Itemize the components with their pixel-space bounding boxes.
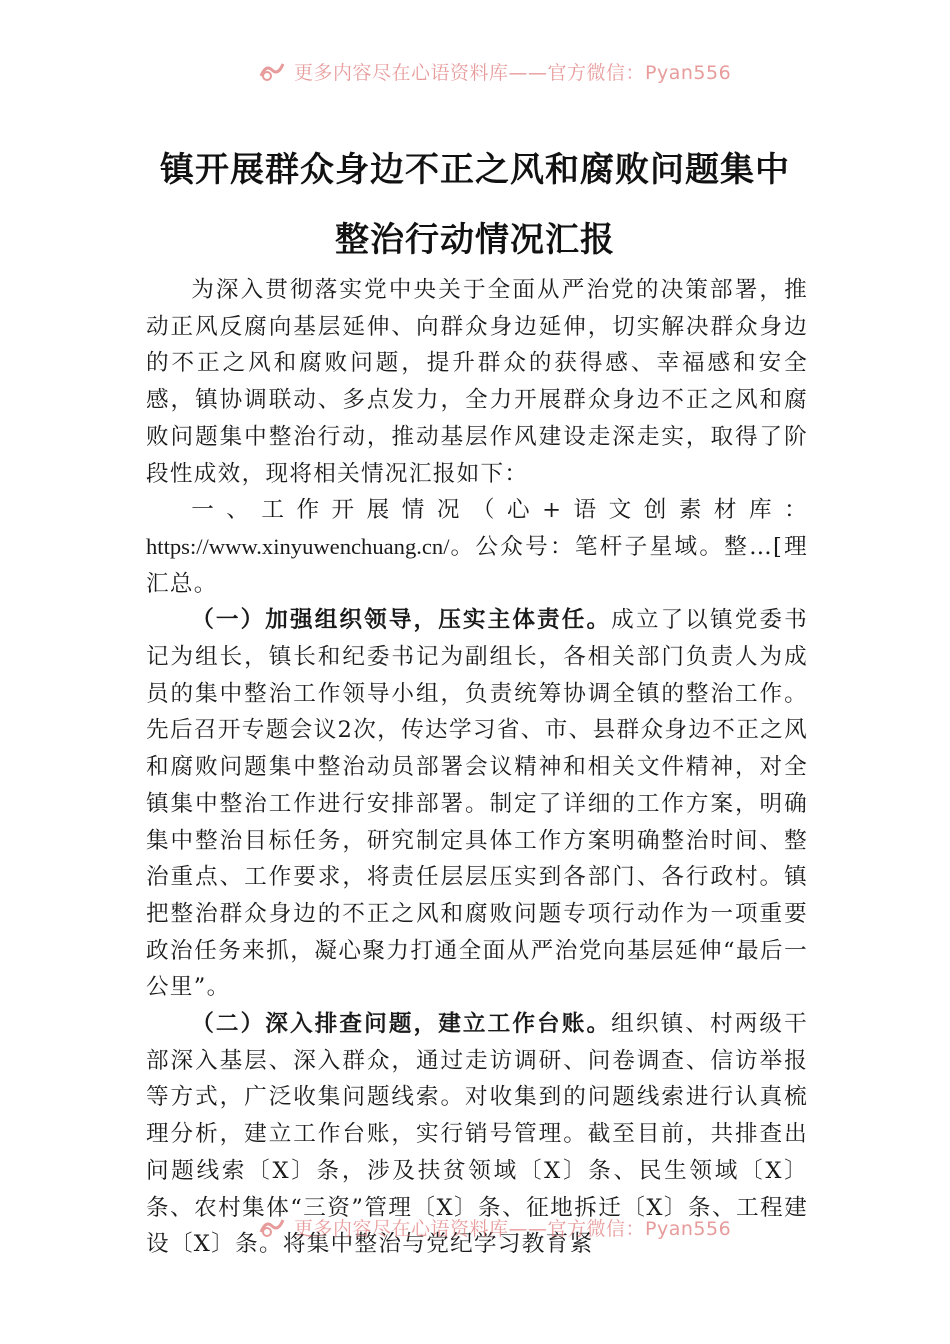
sub1-heading: （一）加强组织领导，压实主体责任。 [191, 607, 612, 634]
document-body [146, 272, 808, 1263]
sub2-text: 组织镇、村两级干部深入基层、深入群众，通过走访调研、问卷调查、信访举报等方式，广泛收集问题线索。对收集到的问题线索进行认真梳理分析，建立工作台账，实行销号管理。截至目前，共排查出问题线索〔X〕条，涉及扶贫领域〔X〕条、民生领域〔X〕条、农村集体“三资”管理〔X〕条、征地拆迁〔X〕条、工程建设〔X〕条。将集中整治与党纪学习教育紧 [146, 1011, 808, 1258]
watermark-bottom [258, 1212, 738, 1242]
section1-tail: 。公众号：笔杆子星域。整…[理汇总。 [146, 533, 808, 597]
watermark-text: 更多内容尽在心语资料库——官方微信：Pyan556 [294, 61, 732, 84]
intro-paragraph: 为深入贯彻落实党中央关于全面从严治党的决策部署，推动正风反腐向基层延伸、向群众身边延伸，切实解决群众身边的不正之风和腐败问题，提升群众的获得感、幸福感和安全感，镇协调联动、多点发力，全力开展群众身边不正之风和腐败问题集中整治行动，推动基层作风建设走深走实，取得了阶段性成效，现将相关情况汇报如下： [146, 277, 808, 487]
document-title-line1: 镇开展群众身边不正之风和腐败问题集中 [160, 150, 790, 190]
section1-paragraph [146, 492, 808, 602]
section1-heading: 一、工作开展情况（心+语文创素材库： [191, 497, 808, 524]
watermark-top [258, 56, 738, 86]
logo-mark-icon [258, 1216, 286, 1238]
sub1-paragraph [146, 602, 808, 1006]
section1-url: https://www.xinyuwenchuang.cn/ [146, 533, 450, 559]
sub2-heading: （二）深入排查问题，建立工作台账。 [191, 1011, 612, 1038]
sub1-text: 成立了以镇党委书记为组长，镇长和纪委书记为副组长，各相关部门负责人为成员的集中整治工作领导小组，负责统筹协调全镇的整治工作。先后召开专题会议2次，传达学习省、市、县群众身边不正之风和腐败问题集中整治动员部署会议精神和相关文件精神，对全镇集中整治工作进行安排部署。制定了详细的工作方案，明确集中整治目标任务，研究制定具体工作方案明确整治时间、整治重点、工作要求，将责任层层压实到各部门、各行政村。镇把整治群众身边的不正之风和腐败问题专项行动作为一项重要政治任务来抓，凝心聚力打通全面从严治党向基层延伸“最后一公里”。 [146, 607, 808, 1001]
logo-mark-icon [258, 60, 286, 82]
watermark-text: 更多内容尽在心语资料库——官方微信：Pyan556 [294, 1217, 732, 1240]
document-title-line2: 整治行动情况汇报 [335, 220, 615, 260]
